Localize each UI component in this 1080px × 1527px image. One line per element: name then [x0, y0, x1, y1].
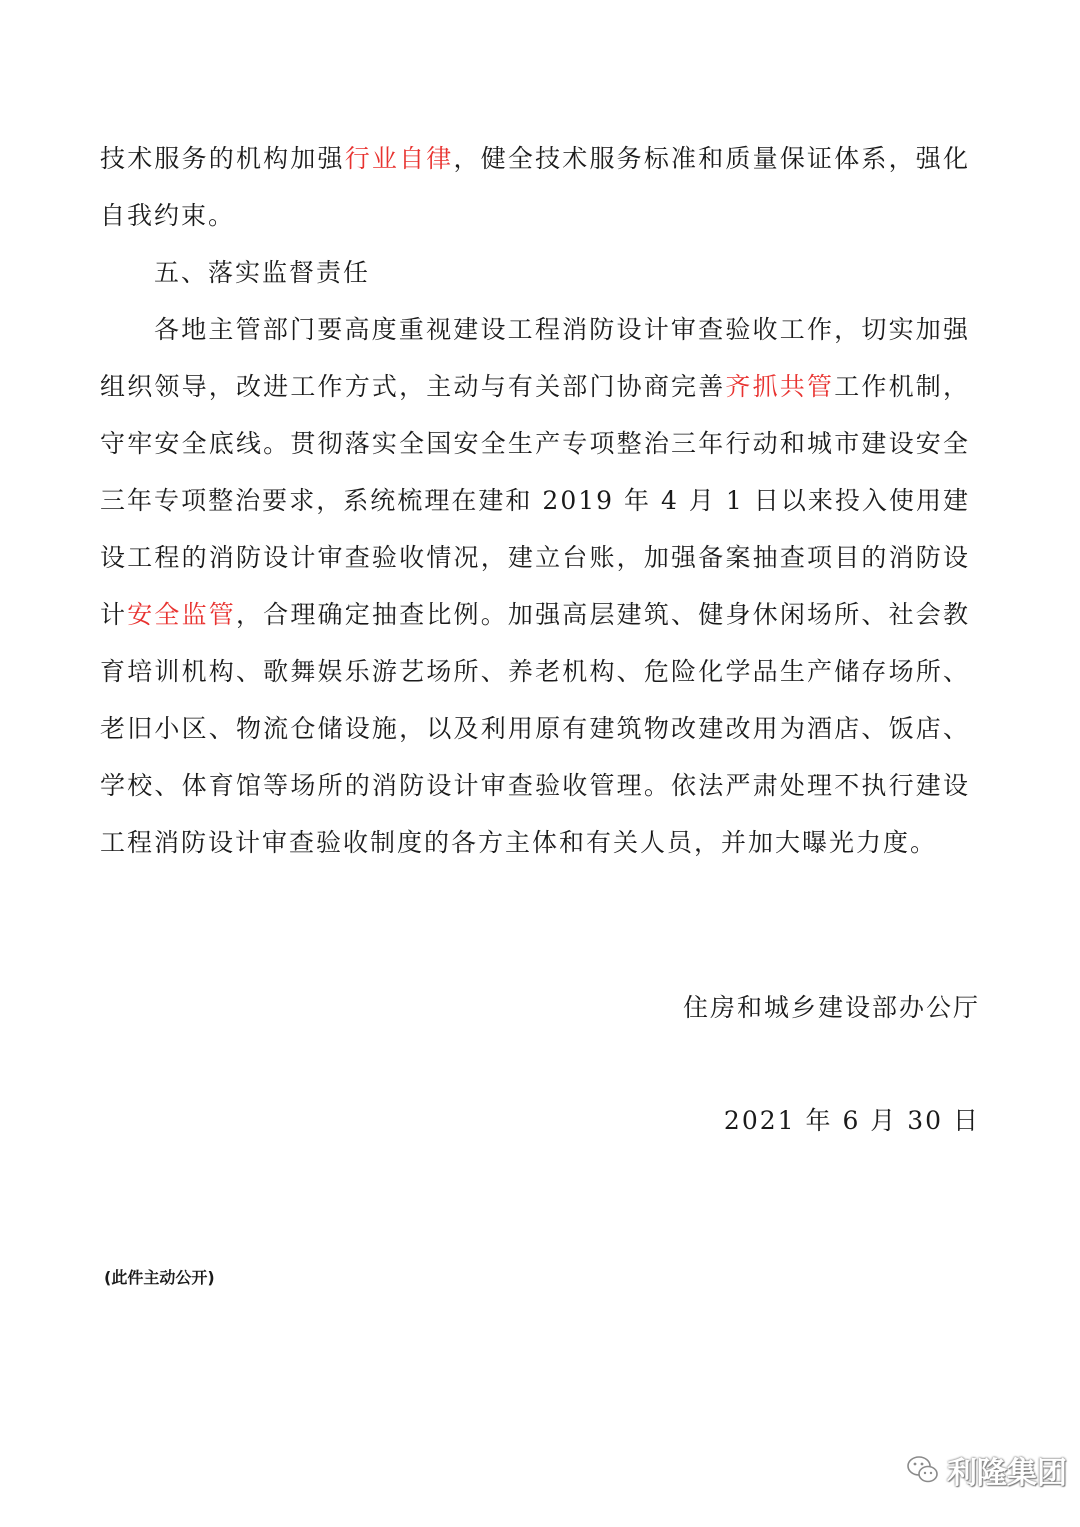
- text-segment: 工作机制，守牢安全底线。贯彻落实全国安全生产专项整治三年行动和城市建设安全三年专项整治要求，系统梳理在建和 2019 年 4 月 1 日以来投入使用建设工程的消防设计审查验收情况，建立台账，加强备案抽查项目的消防设计: [100, 372, 970, 629]
- paragraph-supervision: [100, 301, 970, 871]
- watermark: [905, 1440, 1067, 1500]
- highlight-industry-self-discipline: 行业自律: [344, 144, 454, 173]
- issue-date: 2021 年 6 月 30 日: [723, 1106, 980, 1135]
- section-heading: 五、落实监督责任: [154, 258, 371, 287]
- highlight-safety-supervision: 安全监管: [127, 600, 236, 629]
- highlight-joint-management: 齐抓共管: [725, 372, 835, 401]
- issuer-signature: 住房和城乡建设部办公厅: [682, 993, 980, 1022]
- text-segment: 各地主管部门要高度重视建设工程消防设计审查验收工作，切实加强组织领导，改进工作方式，主动与有关部门协商完善: [100, 315, 970, 401]
- paragraph-continuation: [100, 130, 970, 244]
- watermark-label: 利隆集团: [947, 1456, 1067, 1491]
- document-body: [100, 130, 970, 871]
- wechat-icon: [905, 1452, 941, 1488]
- publication-note: (此件主动公开): [104, 1268, 215, 1287]
- text-segment: ，合理确定抽查比例。加强高层建筑、健身休闲场所、社会教育培训机构、歌舞娱乐游艺场所、养老机构、危险化学品生产储存场所、老旧小区、物流仓储设施，以及利用原有建筑物改建改用为酒店、饭店、学校、体育馆等场所的消防设计审查验收管理。依法严肃处理不执行建设工程消防设计审查验收制度的各方主体和有关人员，并加大曝光力度。: [100, 600, 970, 857]
- text-segment: 技术服务的机构加强: [100, 144, 345, 173]
- text-segment: ，健全技术服务标准和质量保证体系，强化自我约束。: [100, 144, 970, 230]
